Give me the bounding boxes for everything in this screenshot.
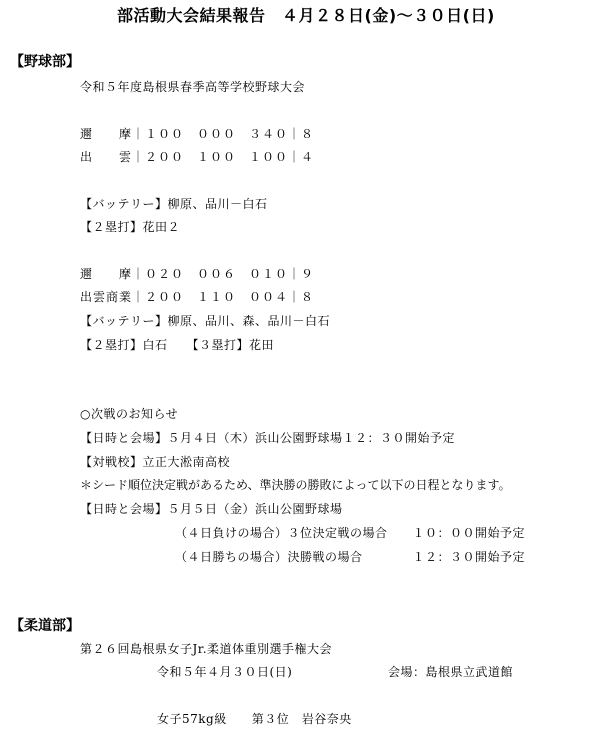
page-title: 部活動大会結果報告 ４月２８日(金)～３０日(日) — [117, 6, 495, 25]
game2-battery: 【バッテリー】柳原、品川、森、品川－白石 — [80, 314, 331, 328]
next-game-datetime-2: 【日時と会場】５月５日（金）浜山公園野球場 — [80, 502, 343, 516]
game2-score-team-b: 出雲商業｜２００ １１０ ００４｜８ — [80, 290, 315, 304]
judo-date: 令和５年４月３０日(日) — [157, 665, 293, 679]
baseball-tournament-name: 令和５年度島根県春季高等学校野球大会 — [80, 80, 306, 94]
schedule-if-win: （４日勝ちの場合）決勝戦の場合 １２：３０開始予定 — [175, 550, 526, 564]
next-game-opponent: 【対戦校】立正大淞南高校 — [80, 455, 231, 469]
next-game-datetime: 【日時と会場】５月４日（木）浜山公園野球場１２：３０開始予定 — [80, 431, 456, 445]
judo-result: 女子57kg級 第３位 岩谷奈央 — [157, 712, 352, 726]
seed-note: ＊シード順位決定戦があるため、準決勝の勝敗によって以下の日程となります。 — [80, 478, 511, 492]
judo-heading: 【柔道部】 — [10, 618, 80, 634]
judo-venue: 会場：島根県立武道館 — [388, 665, 514, 679]
game2-score-team-a: 邇 摩｜０２０ ００６ ０１０｜９ — [80, 267, 315, 281]
game1-battery: 【バッテリー】柳原、品川－白石 — [80, 197, 268, 211]
schedule-if-lose: （４日負けの場合）３位決定戦の場合 １０：００開始予定 — [175, 526, 526, 540]
game1-doubles: 【２塁打】花田２ — [80, 220, 181, 234]
game2-hits: 【２塁打】白石 【３塁打】花田 — [80, 338, 275, 352]
baseball-heading: 【野球部】 — [10, 54, 80, 70]
judo-tournament-name: 第２６回島根県女子Jr.柔道体重別選手権大会 — [80, 642, 333, 656]
game1-score-team-b: 出 雲｜２００ １００ １００｜４ — [80, 150, 315, 164]
next-game-notice-header: ○次戦のお知らせ — [80, 407, 179, 421]
game1-score-team-a: 邇 摩｜１００ ０００ ３４０｜８ — [80, 127, 315, 141]
